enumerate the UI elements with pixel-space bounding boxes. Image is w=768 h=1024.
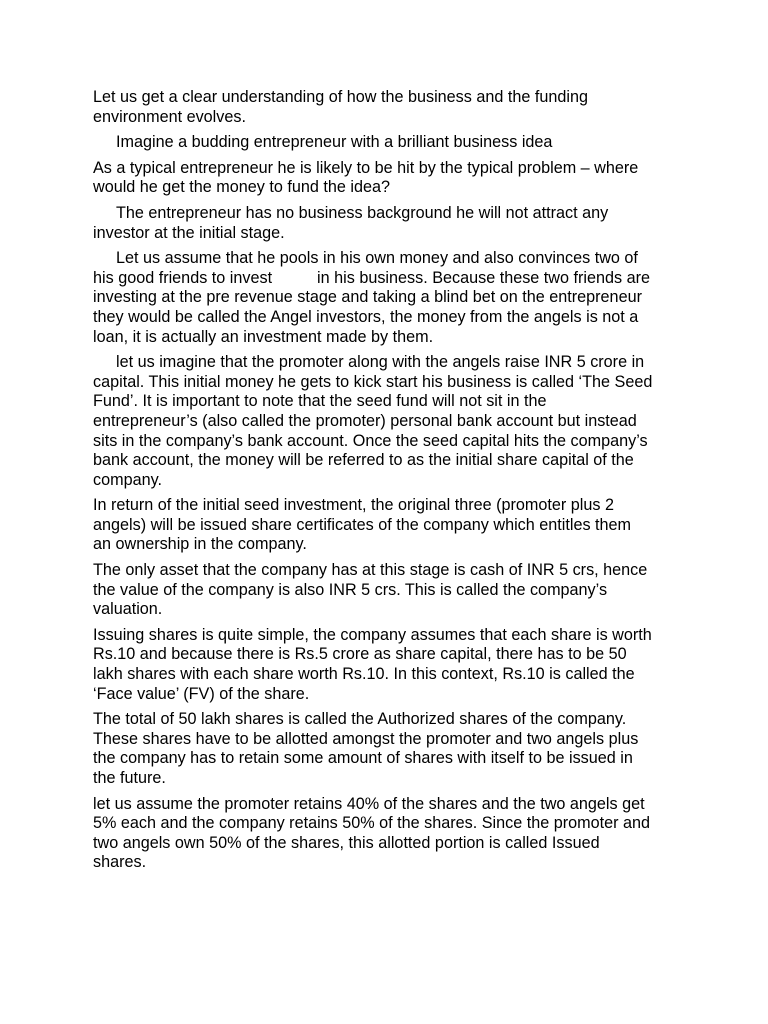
- paragraph-authorized-shares: The total of 50 lakh shares is called the Authorized shares of the company. These shares have to be allotted amongst the promoter and two angels plus the company has to retain some amount of shares with itself to be issued in the future.: [93, 710, 643, 787]
- paragraph-face-value: Issuing shares is quite simple, the company assumes that each share is worth Rs.10 and because there is Rs.5 crore as share capital, there has to be 50 lakh shares with each share worth Rs.10. In this context, Rs.10 is called the ‘Face value’ (FV) of the share.: [93, 625, 657, 703]
- paragraph-valuation: The only asset that the company has at this stage is cash of INR 5 crs, hence the value of the company is also INR 5 crs. This is called the company’s valuation.: [93, 561, 652, 619]
- paragraph-intro: Let us get a clear understanding of how the business and the funding environment evolves.: [93, 88, 593, 126]
- paragraph-no-background: The entrepreneur has no business background he will not attract any investor at the initial stage.: [93, 203, 613, 242]
- paragraph-issued-shares: let us assume the promoter retains 40% of the shares and the two angels get 5% each and the company retains 50% of the shares. Since the promoter and two angels own 50% of the shares, this allotted portion is called Issued shares.: [93, 794, 655, 872]
- document-body: [93, 88, 657, 879]
- paragraph-imagine: Imagine a budding entrepreneur with a brilliant business idea: [116, 133, 553, 152]
- paragraph-seed-fund: let us imagine that the promoter along with the angels raise INR 5 crore in capital. This initial money he gets to kick start his business is called ‘The Seed Fund’. It is important to note that the seed fund will not sit in the entrepreneur’s (also called the promoter) personal bank account but instead sits in the company’s bank account. Once the seed capital hits the company’s bank account, the money will be referred to as the initial share capital of the company.: [93, 353, 657, 489]
- paragraph-share-certificates: In return of the initial seed investment, the original three (promoter plus 2 angels) will be issued share certificates of the company which entitles them an ownership in the company.: [93, 496, 636, 554]
- paragraph-typical-problem: As a typical entrepreneur he is likely to be hit by the typical problem – where would he get the money to fund the idea?: [93, 158, 643, 197]
- paragraph-angel-investors: Let us assume that he pools in his own money and also convinces two of his good friends to invest in his business. Because these two friends are investing at the pre revenue stage and taking a blind bet on the entrepreneur they would be called the Angel investors, the money from the angels is not a loan, it is actually an investment made by them.: [93, 249, 655, 346]
